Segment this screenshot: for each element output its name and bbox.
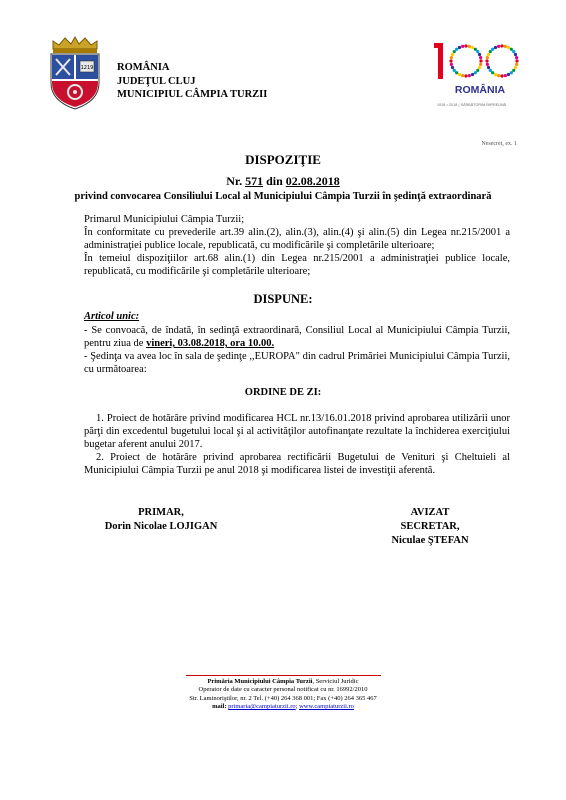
logo-dot [464,74,467,77]
footer-email-link[interactable]: primaria@campiaturzii.ro [228,703,296,711]
logo-dot [514,66,517,69]
document-subtitle: privind convocarea Consiliului Local al Municipiului Câmpia Turzii în şedinţă extraordinară [74,191,492,202]
municipal-coat-of-arms-icon [45,35,105,111]
logo-dot [489,50,492,53]
footer-divider [186,675,381,676]
preamble [84,213,510,278]
logo-dot [514,53,517,56]
logo-dot [510,48,513,51]
logo-dot [491,71,494,74]
header-country: ROMÂNIA [117,62,170,73]
logo-dot [491,48,494,51]
logo-dot [458,46,461,49]
logo-dot [486,63,489,66]
preamble-line: Primarul Municipiului Câmpia Turzii; [84,214,245,225]
document-number [0,174,566,189]
header-municipality: MUNICIPIUL CÂMPIA TURZII [117,89,268,100]
agenda-list [84,412,510,477]
article-heading: Articol unic: [84,311,140,322]
logo-dot [461,74,464,77]
logo-dot [468,74,471,77]
number-sep: din [266,174,283,188]
preamble-line: În temeiul dispoziţiilor art.68 alin.(1) din Legea nr.215/2001 a administraţiei publice locale, republicată, cu modificările şi completările ulterioare; [84,253,510,277]
romania-100-logo-icon [430,39,530,109]
logo-dot [458,73,461,76]
logo-dot [507,46,510,49]
logo-dot [487,66,490,69]
secretary-title: SECRETAR, [400,521,460,532]
mayor-signature [86,506,236,534]
logo-dot [464,44,467,47]
page-footer [0,675,566,712]
logo-dot [471,73,474,76]
footer-operator: Operator de date cu caracter personal notificat cu nr. 16992/2010 [198,686,368,694]
classification-note: Nesecret, ex. 1 [481,141,517,147]
svg-text:1219: 1219 [80,65,94,71]
logo-dot [515,59,518,62]
logo-dot [476,69,479,72]
logo-dot [512,69,515,72]
logo-dot [497,74,500,77]
logo-dot [479,59,482,62]
dispune-heading: DISPUNE: [253,292,313,306]
logo-dot [478,66,481,69]
logo-dot [510,71,513,74]
article-paragraph-1 [84,324,510,350]
number-date: 02.08.2018 [285,174,340,188]
institution-header [117,61,267,102]
logo-name: ROMÂNIA [454,84,506,96]
logo-dot [507,73,510,76]
logo-dot [474,71,477,74]
number-prefix: Nr. [226,174,243,188]
article-p1-text: - Se convoacă, de îndată, în sedinţă extraordinară, Consiliul Local al Municipiului Câmpia Turzii, pentru ziua de [84,325,510,349]
logo-dot [497,45,500,48]
logo-dot [485,59,488,62]
logo-dot [487,53,490,56]
preamble-line: În conformitate cu prevederile art.39 alin.(2), alin.(3), alin.(4) şi alin.(5) din Legea nr.215/2001 a administraţiei publice locale, republicată, cu modificările şi completările ulterioare; [84,227,510,251]
crest [45,35,105,111]
logo-dot [451,53,454,56]
mayor-title: PRIMAR, [138,507,184,518]
logo-dot [453,50,456,53]
logo-dot [500,44,503,47]
logo-dot [515,63,518,66]
footer-institution: Primăria Municipiului Câmpia Turzii [207,678,313,685]
logo-dot [479,63,482,66]
logo-dot [455,48,458,51]
footer-website-link[interactable]: www.campiaturzii.ro [299,703,354,711]
agenda-heading: ORDINE DE ZI: [244,387,322,398]
logo-dot [486,56,489,59]
logo-dot [500,74,503,77]
article-paragraph-2: - Şedinţa va avea loc în sala de şedinţe ,,EUROPA" din cadrul Primăriei Municipiului Câmpia Turzii, cu următoarea: [84,351,510,375]
document-title: DISPOZIŢIE [245,152,321,167]
logo-dot [478,53,481,56]
logo-dot [489,69,492,72]
logo-dot [450,56,453,59]
logo-dot [471,46,474,49]
agenda-item: 1. Proiect de hotărâre privind modificarea HCL nr.13/16.01.2018 privind aprobarea utilizării unor părţi din excedentul bugetului local şi al activităţilor autofinanţate rezultate la închiderea exerciţiului bugetar aferent anului 2017. [84,413,510,450]
footer-institution-line [0,678,566,686]
logo-dot [453,69,456,72]
logo-dot [461,45,464,48]
logo-dot [512,50,515,53]
logo-dot [450,63,453,66]
logo-dot [479,56,482,59]
secretary-name: Niculae ŞTEFAN [391,535,469,546]
logo-dot [494,73,497,76]
logo-dot [474,48,477,51]
mayor-name: Dorin Nicolae LOJIGAN [104,521,218,532]
logo-tagline: 1918 • 2018 | SĂRBĂTORIM ÎMPREUNĂ [437,103,507,107]
number-value: 571 [245,174,264,188]
agenda-item: 2. Proiect de hotărâre privind aprobarea rectificării Bugetului de Venituri şi Cheltuieli al Municipiului Câmpia Turzii pe anul 2018 şi modificarea listei de investiţii aferentă. [84,452,510,476]
footer-mail-label: mail: [212,703,227,711]
logo-dot [515,56,518,59]
logo-dot [468,45,471,48]
footer-address: Str. Laminoriştilor, nr. 2 Tel. (+40) 264 368 001; Fax (+40) 264 365 467 [189,694,377,702]
logo-dot [504,45,507,48]
footer-department: , Serviciul Juridic [312,678,359,685]
logo-dot [476,50,479,53]
logo-dot [494,46,497,49]
centenary-logo [430,39,530,109]
article-body [84,324,510,376]
logo-dot [449,59,452,62]
logo-dot [455,71,458,74]
logo-dot [451,66,454,69]
logo-dot [504,74,507,77]
approval-label: AVIZAT [410,507,450,518]
meeting-datetime: vineri, 03.08.2018, ora 10.00. [146,338,275,349]
secretary-signature [370,506,490,548]
header-county: JUDEŢUL CLUJ [117,75,196,87]
footer-contacts: mail: primaria@campiaturzii.ro; www.campiaturzii.ro [212,703,354,711]
